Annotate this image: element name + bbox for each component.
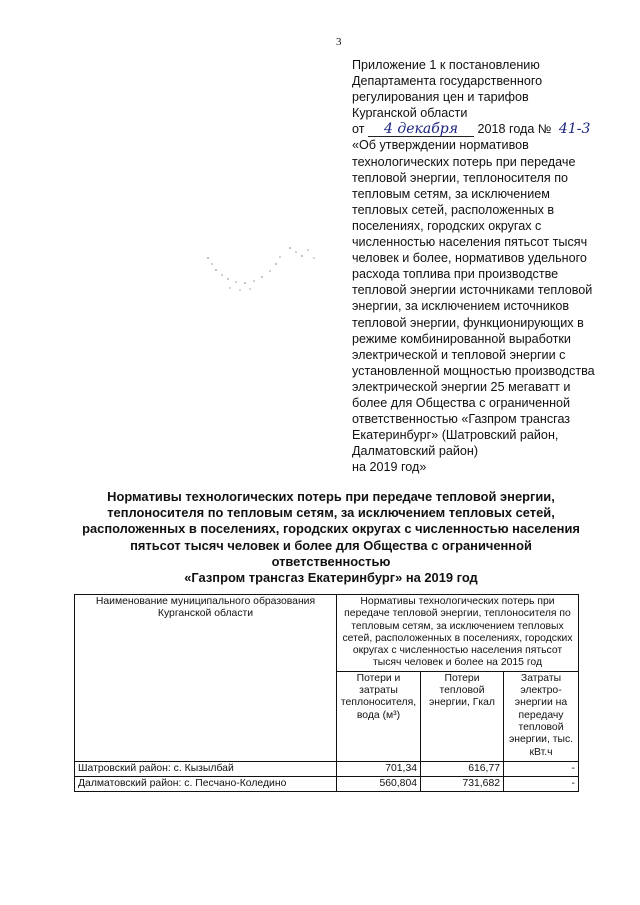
appendix-subject-line: расхода топлива при производстве [352,267,559,282]
appendix-subject-line: тепловой энергии, функционирующих в [352,315,584,330]
header-heat-losses: Потери тепловой энергии, Гкал [421,671,504,761]
appendix-subject-line: Екатеринбург» (Шатровский район, [352,428,559,443]
appendix-subject-line: тепловой энергии источниками тепловой [352,283,593,298]
row-municipality: Шатровский район: с. Кызылбай [75,761,337,776]
table-row [75,761,579,776]
year-text: 2018 года № [477,122,552,137]
table-row [75,777,579,792]
row-municipality: Далматовский район: с. Песчано-Коледино [75,777,337,792]
faint-stamp-marks [200,230,330,310]
table-header-row [75,595,579,672]
date-prefix: от [352,122,365,137]
appendix-subject-line: человек и более, нормативов удельного [352,251,587,266]
row-power-value: - [504,777,579,792]
appendix-subject-line: ответственностью «Газпром трансгаз [352,412,571,427]
document-title [70,489,592,586]
header-norms: Нормативы технологических потерь при передаче тепловой энергии, теплоносителя по тепловым сетям, за исключением тепловых сетей, расположенных в поселениях, городских округах с численностью населения пятьсот тысяч человек и более на 2015 год [337,595,579,672]
row-heat-value: 731,682 [421,777,504,792]
norms-table [74,594,579,792]
appendix-subject-line: Далматовский район) [352,444,479,459]
appendix-subject-line: поселениях, городских округах с [352,218,542,233]
appendix-subject-line: более для Общества с ограниченной [352,395,571,410]
header-municipality: Наименование муниципального образования Курганской области [75,595,337,762]
title-line: «Газпром трансгаз Екатеринбург» на 2019 год [184,570,478,586]
appendix-line: регулирования цен и тарифов [352,90,529,105]
appendix-subject-line: технологических потерь при передаче [352,154,576,169]
appendix-subject-line: на 2019 год» [352,460,427,475]
appendix-line: Курганской области [352,106,468,121]
row-water-value: 701,34 [337,761,421,776]
header-water-losses: Потери и затраты теплоносителя, вода (м³) [337,671,421,761]
appendix-date-line [352,121,612,137]
title-line: пятьсот тысяч человек и более для Общества с ограниченной ответственностью [130,537,532,569]
handwritten-date: 4 декабря [368,122,474,137]
title-line: расположенных в поселениях, городских округах с численностью населения [82,521,580,537]
row-heat-value: 616,77 [421,761,504,776]
appendix-subject-line: тепловой энергии, теплоносителя по [352,170,569,185]
appendix-subject-line: установленной мощностью производства [352,363,595,378]
appendix-line: Приложение 1 к постановлению [352,58,540,72]
appendix-subject-line: тепловых сетей, расположенных в [352,202,555,217]
header-power-costs: Затраты электро-энергии на передачу тепловой энергии, тыс. кВт.ч [504,671,579,761]
appendix-subject-line: численностью населения пятьсот тысяч [352,235,588,250]
appendix-subject-line: электрической энергии 25 мегаватт и [352,379,571,394]
appendix-subject-line: электрической и тепловой энергии с [352,347,566,362]
appendix-subject-line: «Об утверждении нормативов [352,138,529,153]
title-line: Нормативы технологических потерь при передаче тепловой энергии, [107,489,555,504]
title-line: теплоносителя по тепловым сетям, за исключением тепловых сетей, [107,505,555,521]
handwritten-number: 41-3 [558,121,591,138]
appendix-line: Департамента государственного [352,74,543,89]
appendix-subject-line: тепловым сетям, за исключением [352,186,550,201]
appendix-header [352,57,612,475]
page-number: 3 [336,36,342,48]
row-water-value: 560,804 [337,777,421,792]
appendix-subject-line: энергии, за исключением источников [352,299,570,314]
row-power-value: - [504,761,579,776]
appendix-subject-line: режиме комбинированной выработки [352,331,571,346]
